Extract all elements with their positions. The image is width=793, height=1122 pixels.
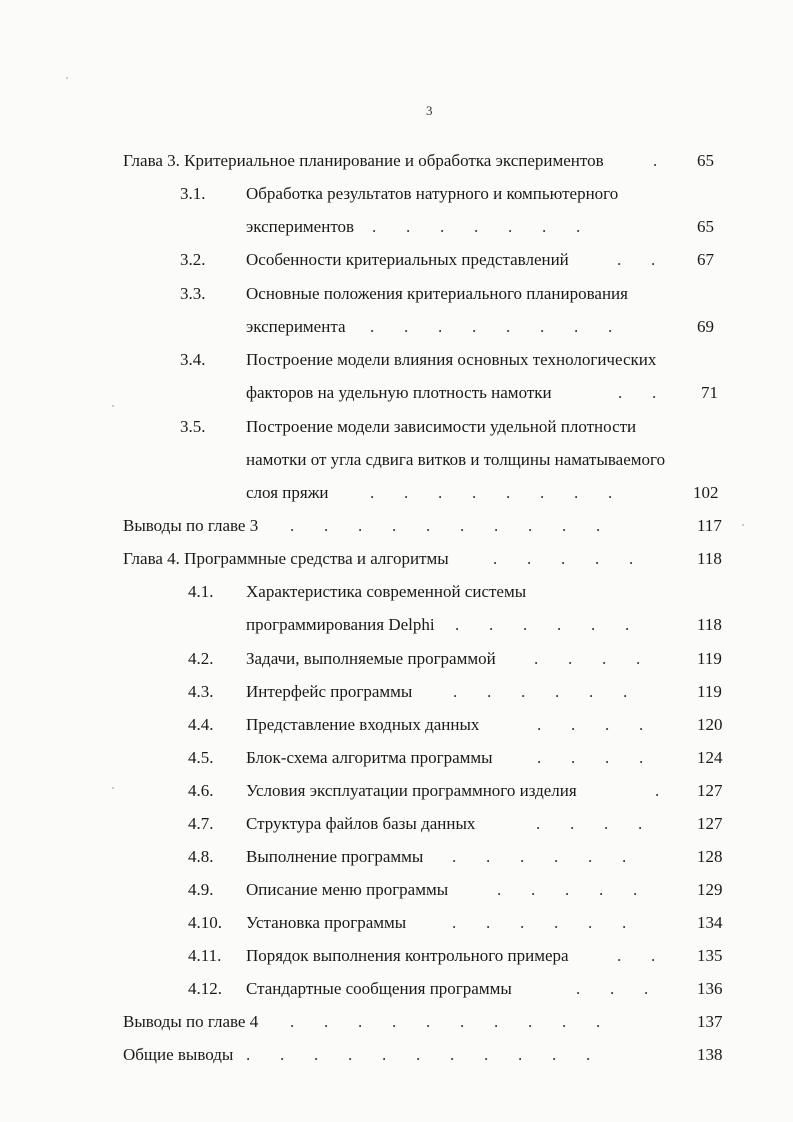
toc-section-number: 4.10. <box>188 913 222 932</box>
toc-section-number: 4.11. <box>188 946 222 965</box>
scan-speck <box>66 77 68 79</box>
toc-leader: . . <box>618 383 657 402</box>
toc-entry-4-4: Представление входных данных <box>246 715 480 734</box>
toc-entry-4-3: Интерфейс программы <box>246 682 413 701</box>
toc-entry-chapter-4: Глава 4. Программные средства и алгоритмы <box>123 549 449 568</box>
toc-leader: . . . . . <box>493 549 634 568</box>
toc-entry-3-4-cont: факторов на удельную плотность намотки <box>246 383 552 402</box>
toc-page: 135 <box>697 946 723 965</box>
toc-entry-conclusions-3: Выводы по главе 3 <box>123 516 259 535</box>
toc-section-number: 3.2. <box>180 250 206 269</box>
toc-page: 124 <box>697 748 723 767</box>
toc-section-number: 4.8. <box>188 847 214 866</box>
toc-page: 127 <box>697 814 723 833</box>
toc-page: 67 <box>697 250 714 269</box>
toc-section-number: 4.1. <box>188 582 214 601</box>
toc-entry-general-conclusions: Общие выводы <box>123 1045 234 1064</box>
toc-leader: . . <box>617 250 656 269</box>
toc-page: 102 <box>693 483 719 502</box>
toc-entry-chapter-3: Глава 3. Критериальное планирование и обработка экспериментов <box>123 151 604 170</box>
toc-entry-4-10: Установка программы <box>246 913 407 932</box>
toc-section-number: 4.6. <box>188 781 214 800</box>
toc-leader: . . . . . . . . . . <box>290 516 601 535</box>
toc-page: 137 <box>697 1012 723 1031</box>
toc-section-number: 3.1. <box>180 184 206 203</box>
toc-section-number: 4.3. <box>188 682 214 701</box>
toc-section-number: 4.2. <box>188 649 214 668</box>
toc-entry-4-2: Задачи, выполняемые программой <box>246 649 496 668</box>
toc-entry-4-5: Блок-схема алгоритма программы <box>246 748 493 767</box>
toc-leader: . . . . . . <box>452 913 627 932</box>
scan-speck <box>112 405 114 407</box>
toc-leader: . . . . . . . <box>372 217 581 236</box>
toc-page: 118 <box>697 615 722 634</box>
toc-page: 119 <box>697 682 722 701</box>
toc-page: 127 <box>697 781 723 800</box>
toc-section-number: 3.4. <box>180 350 206 369</box>
toc-leader: . . . . . . . . <box>370 483 613 502</box>
toc-page: 69 <box>697 317 714 336</box>
toc-leader: . . . . . . <box>455 615 630 634</box>
toc-leader: . . . . . . . . . . <box>290 1012 601 1031</box>
toc-entry-3-2: Особенности критериальных представлений <box>246 250 569 269</box>
toc-page: 120 <box>697 715 723 734</box>
toc-entry-conclusions-4: Выводы по главе 4 <box>123 1012 259 1031</box>
page-number: 3 <box>426 103 433 118</box>
toc-leader: . . . . <box>537 715 644 734</box>
toc-page: 117 <box>697 516 722 535</box>
toc-leader: . . <box>617 946 656 965</box>
toc-entry-4-1-cont: программирования Delphi <box>246 615 435 634</box>
toc-entry-4-1: Характеристика современной системы <box>246 582 527 601</box>
toc-entry-3-5: Построение модели зависимости удельной плотности <box>246 417 637 436</box>
toc-entry-4-6: Условия эксплуатации программного изделия <box>246 781 577 800</box>
toc-section-number: 4.9. <box>188 880 214 899</box>
toc-page: 134 <box>697 913 723 932</box>
toc-entry-3-1-cont: экспериментов <box>246 217 355 236</box>
toc-leader: . . . . . . <box>453 682 628 701</box>
toc-page: 65 <box>697 217 714 236</box>
toc-section-number: 4.5. <box>188 748 214 767</box>
toc-leader: . . . . <box>534 649 641 668</box>
toc-leader: . . . . . . <box>452 847 627 866</box>
toc-leader: . . . . . <box>497 880 638 899</box>
toc-section-number: 4.4. <box>188 715 214 734</box>
toc-section-number: 4.12. <box>188 979 222 998</box>
toc-page: 118 <box>697 549 722 568</box>
toc-page: 71 <box>701 383 718 402</box>
scan-speck <box>742 524 744 526</box>
toc-entry-3-3-cont: эксперимента <box>246 317 346 336</box>
toc-entry-3-1: Обработка результатов натурного и компьютерного <box>246 184 619 203</box>
scan-speck <box>112 787 114 789</box>
toc-page: 65 <box>697 151 714 170</box>
toc-leader: . <box>653 151 658 170</box>
toc-leader: . . . . . . . . . . . <box>246 1045 591 1064</box>
toc-entry-3-5-cont: намотки от угла сдвига витков и толщины наматываемого <box>246 450 666 469</box>
toc-page: 128 <box>697 847 723 866</box>
toc-leader: . . . . <box>536 814 643 833</box>
toc-entry-3-5-cont2: слоя пряжи <box>246 483 329 502</box>
toc-page: 129 <box>697 880 723 899</box>
toc-section-number: 3.3. <box>180 284 206 303</box>
toc-entry-3-4: Построение модели влияния основных технологических <box>246 350 657 369</box>
toc-entry-4-12: Стандартные сообщения программы <box>246 979 512 998</box>
toc-entry-4-7: Структура файлов базы данных <box>246 814 476 833</box>
toc-page: 136 <box>697 979 723 998</box>
toc-page: 138 <box>697 1045 723 1064</box>
toc-leader: . . . . <box>537 748 644 767</box>
toc-leader: . <box>655 781 660 800</box>
toc-page: 119 <box>697 649 722 668</box>
toc-section-number: 4.7. <box>188 814 214 833</box>
toc-entry-4-11: Порядок выполнения контрольного примера <box>246 946 569 965</box>
toc-entry-3-3: Основные положения критериального планирования <box>246 284 628 303</box>
toc-section-number: 3.5. <box>180 417 206 436</box>
toc-leader: . . . . . . . . <box>370 317 613 336</box>
toc-entry-4-9: Описание меню программы <box>246 880 449 899</box>
toc-leader: . . . <box>576 979 649 998</box>
toc-entry-4-8: Выполнение программы <box>246 847 424 866</box>
